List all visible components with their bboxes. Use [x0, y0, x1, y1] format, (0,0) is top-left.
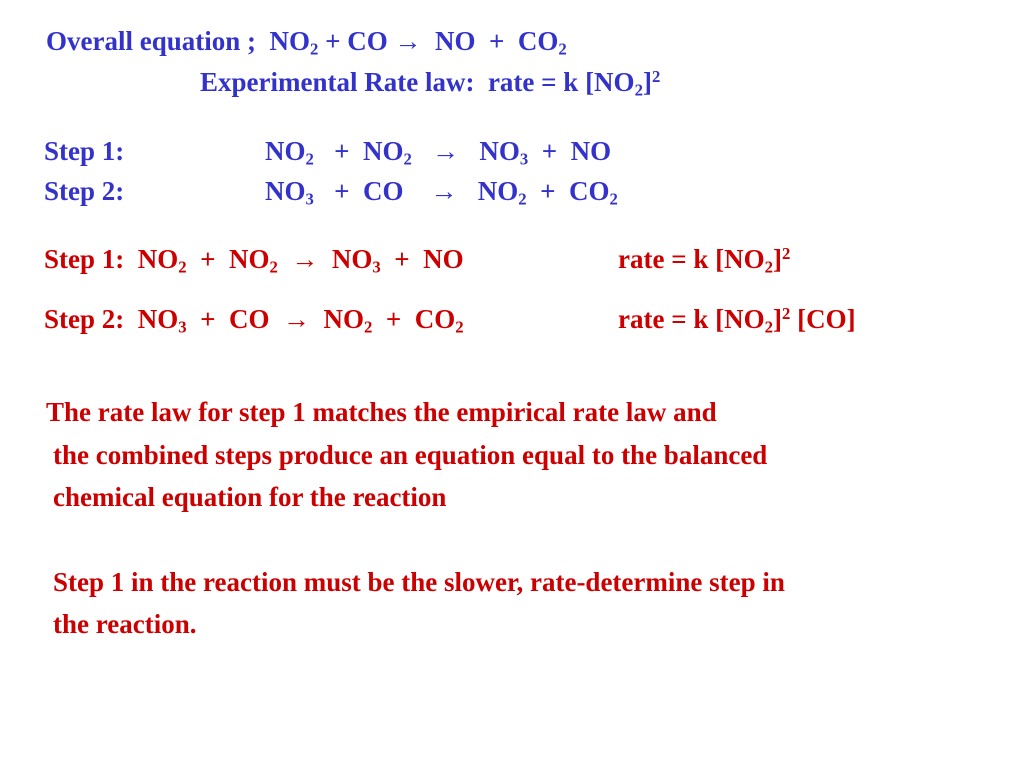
note-line-1: Step 1 in the reaction must be the slower, rate-determine step in [53, 567, 785, 597]
conclusion-line-3: chemical equation for the reaction [53, 482, 447, 512]
mechanism-step-2-label: Step 2: [44, 176, 125, 206]
note-line-2: the reaction. [53, 609, 197, 639]
mechanism-step-1-label: Step 1: [44, 136, 125, 166]
experimental-rate-law: Experimental Rate law: rate = k $[NO_2]^2$ [200, 66, 661, 100]
reaction-arrow-icon: → [394, 26, 422, 56]
rate-step-2-equation: Step 2: $NO_3$ + CO → $NO_2 + CO_2$ [44, 304, 464, 337]
reaction-arrow-icon: → [432, 136, 460, 166]
reaction-arrow-icon: → [291, 244, 319, 274]
overall-label: Overall equation ; [46, 26, 256, 56]
reaction-arrow-icon: → [430, 176, 458, 206]
reaction-arrow-icon: → [283, 304, 311, 334]
conclusion-line-1: The rate law for step 1 matches the empirical rate law and [46, 397, 717, 427]
rate-step-1-equation: Step 1: $NO_2 + NO_2 \to NO_3$ + NO [44, 244, 464, 277]
mechanism-step-1-equation: $NO_2$ + $NO_2$ → $NO_3$ + NO [265, 136, 612, 169]
rate-step-1-law: rate = k $[NO_2]^2$ [618, 243, 791, 277]
overall-equation: Overall equation ; $NO_2$ + CO → NO + $CO_2$ [46, 26, 567, 59]
conclusion-line-2: the combined steps produce an equation equal to the balanced [53, 440, 768, 470]
rate-step-2-law: rate = k $[NO_2]^2$ [CO] [618, 303, 856, 337]
mechanism-step-2-equation: $NO_3$ + CO → $NO_2 + CO_2$ [265, 176, 618, 209]
